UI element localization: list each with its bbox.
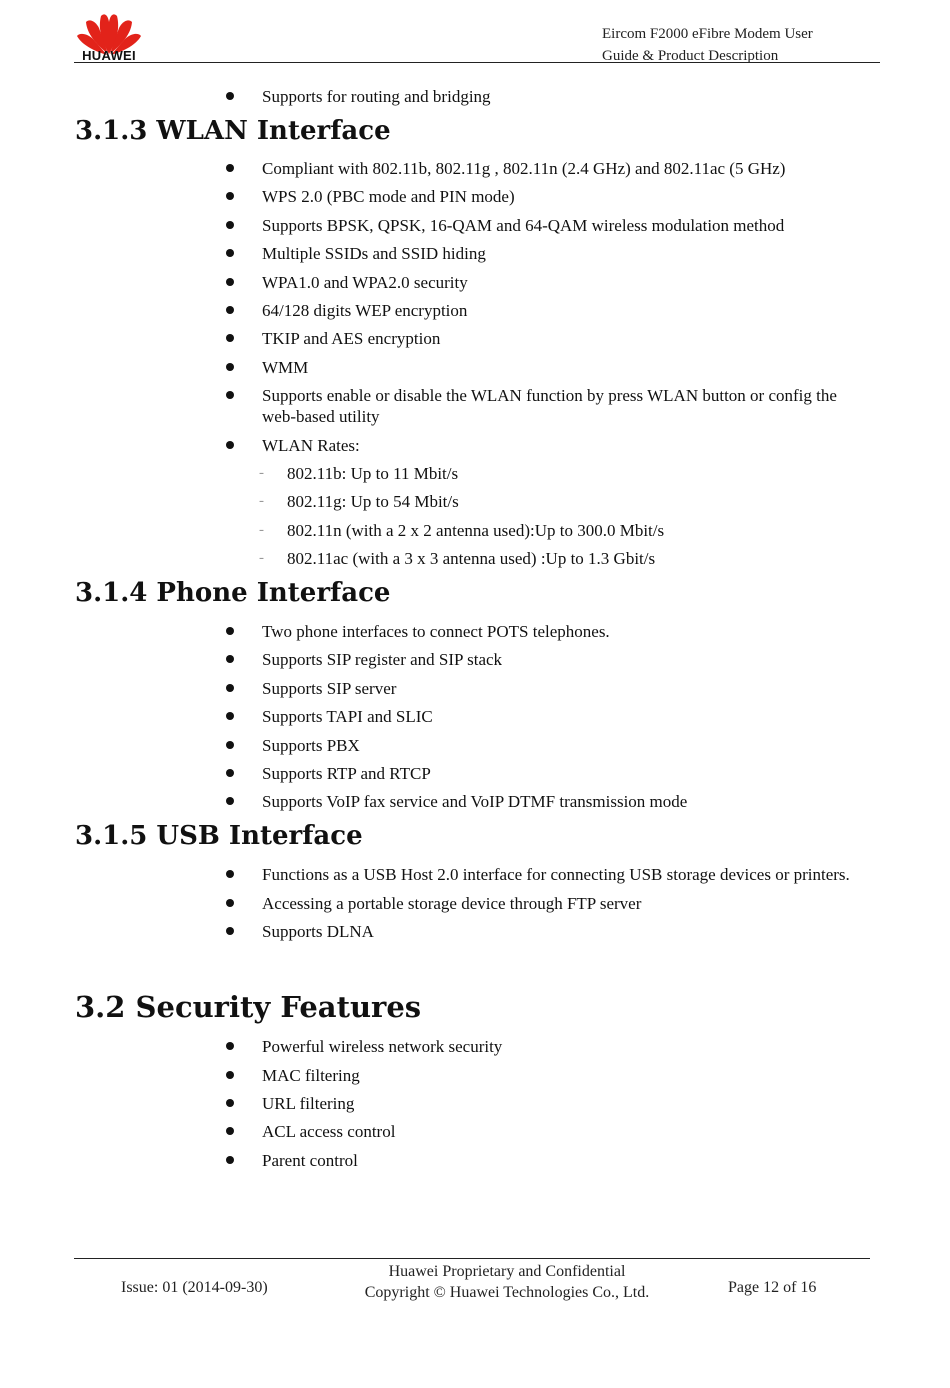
dash-icon: - bbox=[259, 550, 264, 567]
document-title bbox=[602, 23, 862, 67]
list-item: WLAN Rates: bbox=[0, 435, 950, 456]
bullet-icon bbox=[226, 797, 234, 805]
bullet-icon bbox=[226, 1127, 234, 1135]
list-item: ACL access control bbox=[0, 1121, 950, 1142]
list-item: Supports RTP and RTCP bbox=[0, 763, 950, 784]
wlan-rates-list bbox=[0, 463, 950, 569]
list-item: - 802.11g: Up to 54 Mbit/s bbox=[259, 492, 459, 512]
list-item: Accessing a portable storage device through FTP server bbox=[0, 893, 950, 914]
list-item: Supports enable or disable the WLAN function by press WLAN button or config the web-based utility bbox=[0, 385, 950, 427]
dash-icon: - bbox=[259, 464, 264, 481]
phone-list bbox=[0, 621, 950, 812]
bullet-icon bbox=[226, 741, 234, 749]
footer-copyright-block bbox=[330, 1261, 684, 1303]
list-item: Supports for routing and bridging bbox=[0, 86, 950, 107]
header-divider bbox=[74, 62, 880, 63]
list-item: MAC filtering bbox=[0, 1065, 950, 1086]
list-item: Powerful wireless network security bbox=[0, 1036, 950, 1057]
section-heading-usb: 3.1.5 USB Interface bbox=[75, 821, 363, 852]
list-item: Functions as a USB Host 2.0 interface for connecting USB storage devices or printers. bbox=[0, 864, 950, 885]
bullet-icon bbox=[226, 870, 234, 878]
list-item: - 802.11ac (with a 3 x 3 antenna used) :Up to 1.3 Gbit/s bbox=[259, 549, 656, 569]
bullet-icon bbox=[226, 441, 234, 449]
list-item: TKIP and AES encryption bbox=[0, 328, 950, 349]
page-header bbox=[0, 0, 950, 66]
page-content bbox=[0, 80, 950, 1178]
dash-icon: - bbox=[259, 493, 264, 510]
section-heading-phone: 3.1.4 Phone Interface bbox=[75, 578, 391, 609]
bullet-icon bbox=[226, 1156, 234, 1164]
footer-page-number: Page 12 of 16 bbox=[728, 1279, 817, 1296]
usb-list bbox=[0, 864, 950, 942]
document-title-line2: Guide & Product Description bbox=[602, 48, 779, 64]
document-title-line1: Eircom F2000 eFibre Modem User bbox=[602, 26, 813, 42]
bullet-icon bbox=[226, 278, 234, 286]
list-item: 64/128 digits WEP encryption bbox=[0, 300, 950, 321]
bullet-icon bbox=[226, 92, 234, 100]
bullet-icon bbox=[226, 712, 234, 720]
footer-copyright: Copyright © Huawei Technologies Co., Ltd. bbox=[364, 1284, 650, 1301]
bullet-icon bbox=[226, 249, 234, 257]
bullet-icon bbox=[226, 1042, 234, 1050]
bullet-icon bbox=[226, 192, 234, 200]
list-item: Parent control bbox=[0, 1150, 950, 1171]
list-item: Supports SIP server bbox=[0, 678, 950, 699]
list-item: Supports BPSK, QPSK, 16-QAM and 64-QAM wireless modulation method bbox=[0, 215, 950, 236]
bullet-icon bbox=[226, 899, 234, 907]
wlan-list bbox=[0, 158, 950, 456]
bullet-icon bbox=[226, 391, 234, 399]
security-list bbox=[0, 1036, 950, 1171]
list-item: URL filtering bbox=[0, 1093, 950, 1114]
bullet-icon bbox=[226, 1071, 234, 1079]
intro-list bbox=[0, 86, 950, 107]
list-item: Supports SIP register and SIP stack bbox=[0, 649, 950, 670]
bullet-icon bbox=[226, 221, 234, 229]
list-item: Supports TAPI and SLIC bbox=[0, 706, 950, 727]
list-item: WMM bbox=[0, 357, 950, 378]
footer-issue: Issue: 01 (2014-09-30) bbox=[121, 1279, 268, 1296]
bullet-icon bbox=[226, 655, 234, 663]
list-item: WPA1.0 and WPA2.0 security bbox=[0, 272, 950, 293]
list-item: Supports VoIP fax service and VoIP DTMF transmission mode bbox=[0, 791, 950, 812]
bullet-icon bbox=[226, 1099, 234, 1107]
bullet-icon bbox=[226, 334, 234, 342]
bullet-icon bbox=[226, 306, 234, 314]
bullet-icon bbox=[226, 684, 234, 692]
list-item: Supports PBX bbox=[0, 735, 950, 756]
list-item: - 802.11n (with a 2 x 2 antenna used):Up to 300.0 Mbit/s bbox=[259, 520, 665, 540]
bullet-icon bbox=[226, 164, 234, 172]
bullet-icon bbox=[226, 627, 234, 635]
list-item: - 802.11b: Up to 11 Mbit/s bbox=[259, 463, 459, 483]
list-item: Supports DLNA bbox=[0, 921, 950, 942]
logo-wordmark: HUAWEI bbox=[82, 48, 136, 63]
list-item: Multiple SSIDs and SSID hiding bbox=[0, 243, 950, 264]
footer-proprietary: Huawei Proprietary and Confidential bbox=[388, 1263, 626, 1280]
bullet-icon bbox=[226, 363, 234, 371]
list-item: WPS 2.0 (PBC mode and PIN mode) bbox=[0, 186, 950, 207]
section-heading-wlan: 3.1.3 WLAN Interface bbox=[75, 116, 391, 146]
list-item: Two phone interfaces to connect POTS telephones. bbox=[0, 621, 950, 642]
bullet-icon bbox=[226, 927, 234, 935]
dash-icon: - bbox=[259, 521, 264, 538]
section-heading-security: 3.2 Security Features bbox=[75, 990, 422, 1025]
footer-divider bbox=[74, 1258, 870, 1259]
bullet-icon bbox=[226, 769, 234, 777]
list-item: Compliant with 802.11b, 802.11g , 802.11n (2.4 GHz) and 802.11ac (5 GHz) bbox=[0, 158, 950, 179]
